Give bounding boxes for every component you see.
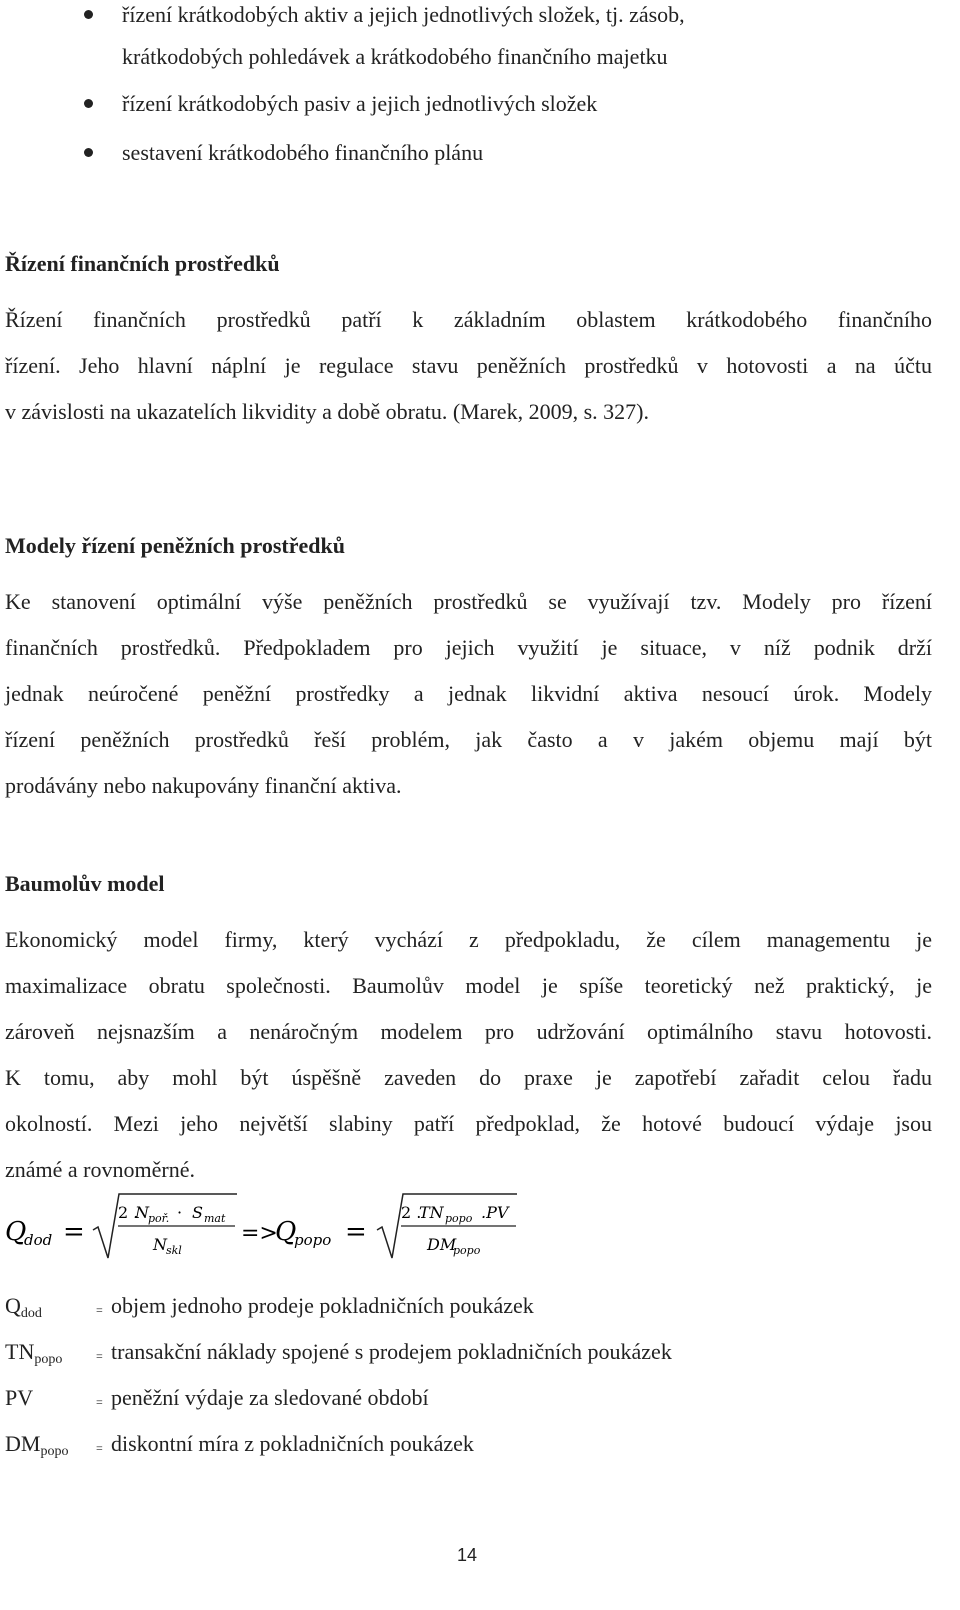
formula-lhs: Q <box>5 1217 27 1247</box>
paragraph-line: jednak neúročené peněžní prostředky a jednak likvidní aktiva nesoucí úrok. Modely <box>5 681 932 706</box>
paragraph-line: Ekonomický model firmy, který vychází z předpokladu, že cílem managementu je <box>5 927 932 952</box>
denominator-part: DM <box>427 1235 457 1254</box>
paragraph-line: známé a rovnoměrné. <box>5 1157 195 1182</box>
numerator-part: · <box>177 1203 183 1222</box>
formula-equals: = <box>63 1217 85 1247</box>
section-heading: Modely řízení peněžních prostředků <box>5 533 345 558</box>
paragraph-line: v závislosti na ukazatelích likvidity a době obratu. (Marek, 2009, s. 327). <box>5 399 649 424</box>
symbol: $DM_{popo}$ <box>5 1431 69 1459</box>
formula-lhs-sub: popo <box>294 1231 332 1249</box>
definition-row <box>5 1329 905 1375</box>
definition-row <box>5 1283 905 1329</box>
paragraph-line: řízení. Jeho hlavní náplní je regulace stavu peněžních prostředků v hotovosti a na účtu <box>5 353 932 378</box>
paragraph-line: Ke stanovení optimální výše peněžních prostředků se využívají tzv. Modely pro řízení <box>5 589 932 614</box>
definition-text: peněžní výdaje za sledované období <box>111 1385 429 1410</box>
paragraph <box>5 917 932 1193</box>
numerator-part: .PV <box>481 1203 509 1222</box>
paragraph-line: K tomu, aby mohl být úspěšně zaveden do praxe je zapotřebí zařadit celou řadu <box>5 1065 932 1090</box>
paragraph-line: řízení peněžních prostředků řeší problém, jak často a v jakém objemu mají být <box>5 727 932 752</box>
paragraph-line: okolností. Mezi jeho největší slabiny patří předpoklad, že hotové budoucí výdaje jsou <box>5 1111 932 1136</box>
denominator-sub: popo <box>453 1244 481 1257</box>
paragraph-line: zároveň nejsnazším a nenáročným modelem pro udržování optimálního stavu hotovosti. <box>5 1019 932 1044</box>
paragraph <box>5 579 932 809</box>
bullet-icon <box>84 99 93 108</box>
equals-sign: = <box>96 1303 103 1317</box>
formula-equals: = <box>345 1217 367 1247</box>
symbol: $Q_{dod}$ <box>5 1293 42 1321</box>
definition-text: diskontní míra z pokladničních poukázek <box>111 1431 474 1456</box>
paragraph-line: Řízení finančních prostředků patří k základním oblastem krátkodobého finančního <box>5 307 932 332</box>
formula-lhs-sub: dod <box>24 1231 53 1249</box>
definition-text: transakční náklady spojené s prodejem pokladničních poukázek <box>111 1339 672 1364</box>
document-page: řízení krátkodobých aktiv a jejich jednotlivých složek, tj. zásob, krátkodobých pohledávek a krátkodobého finančního majetku řízení krátkodobých pasiv a jejich jednotlivých složek sestavení krátkodobého finančního plánu Řízení finančních prostředků Řízení finančních prostředků patří k základním oblastem krátkodobého finančního řízení. Jeho hlavní náplní je regulace stavu peněžních prostředků v hotovosti a na účtu v závislosti na ukazatelích likvidity a době obratu. (Marek, 2009, s. 327). Modely řízení peněžních prostředků Ke stanovení optimální výše peněžních prostředků se využívají tzv. Modely pro řízení finančních prostředků. Předpokladem pro jejich využití je situace, v níž podnik drží jednak neúročené peněžní prostředky a jednak likvidní aktiva nesoucí úrok. Modely řízení peněžních prostředků řeší problém, jak často a v jakém objemu mají být prodávány nebo nakupovány finanční aktiva. Baumolův model Ekonomický model firmy, který vychází z předpokladu, že cílem managementu je maximalizace obratu společnosti. Baumolův model je spíše teoretický než praktický, je zároveň nejsnazším a nenáročným modelem pro udržování optimálního stavu hotovosti. K tomu, aby mohl být úspěšně zaveden do praxe je zapotřebí zařadit celou řadu okolností. Mezi jeho největší slabiny patří předpoklad, že hotové budoucí výdaje jsou známé a rovnoměrné. Q dod = 2 . N poř. · S mat N skl => Q popo = 2 . TN popo .PV DM popo $Q_{dod}$ = objem jednoho prodeje pokladničních poukázek $TN_{popo}$ = transakční náklady spojené s prodejem pokladničních poukázek PV = peněžní výdaje za sledované období $DM_{popo}$ = diskontní míra z pokladničních poukázek 14 <box>0 0 960 1610</box>
numerator-sub: popo <box>445 1212 473 1225</box>
implies-arrow: => <box>241 1221 278 1246</box>
baumol-formula <box>5 1190 605 1270</box>
denominator-part: N <box>153 1235 167 1254</box>
equals-sign: = <box>96 1395 103 1409</box>
numerator-part: S <box>192 1203 203 1222</box>
bullet-icon <box>84 148 93 157</box>
denominator-sub: skl <box>166 1244 182 1257</box>
symbol: $TN_{popo}$ <box>5 1339 63 1367</box>
numerator-part: 2 . <box>118 1203 139 1222</box>
numerator-part: N <box>135 1203 149 1222</box>
paragraph-line: prodávány nebo nakupovány finanční aktiva. <box>5 773 402 798</box>
section-heading: Řízení finančních prostředků <box>5 251 280 276</box>
equals-sign: = <box>96 1349 103 1363</box>
paragraph <box>5 297 932 435</box>
bullet-icon <box>84 10 93 19</box>
formula-lhs: Q <box>275 1217 297 1247</box>
symbol: PV <box>5 1385 34 1410</box>
numerator-sub: poř. <box>148 1212 170 1225</box>
numerator-part: TN <box>419 1203 444 1222</box>
definition-text: objem jednoho prodeje pokladničních poukázek <box>111 1293 534 1318</box>
paragraph-line: finančních prostředků. Předpokladem pro jejich využití je situace, v níž podnik drží <box>5 635 932 660</box>
symbol-definitions <box>5 1283 905 1467</box>
definition-row <box>5 1375 905 1421</box>
numerator-sub: mat <box>204 1212 226 1225</box>
page-number: 14 <box>456 1545 478 1565</box>
equals-sign: = <box>96 1441 103 1455</box>
paragraph-line: maximalizace obratu společnosti. Baumolův model je spíše teoretický než praktický, je <box>5 973 932 998</box>
definition-row <box>5 1421 905 1467</box>
numerator-part: 2 . <box>401 1203 422 1222</box>
section-heading: Baumolův model <box>5 871 165 896</box>
